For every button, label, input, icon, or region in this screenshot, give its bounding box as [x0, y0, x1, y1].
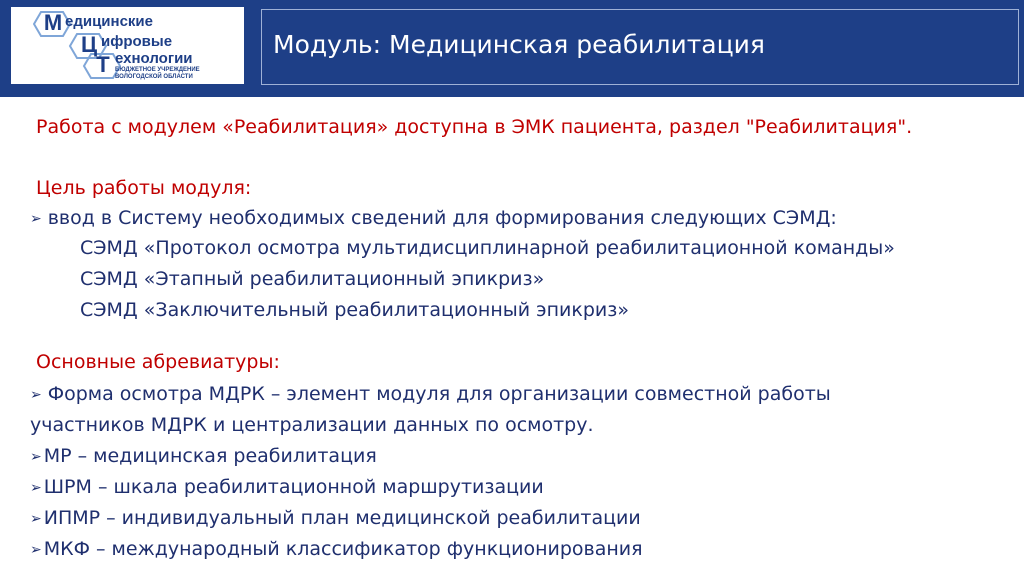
logo-letter-m: М: [43, 10, 63, 35]
arrow-bullet-icon: ➢: [30, 387, 42, 403]
abbr-item-first: [30, 382, 831, 407]
arrow-bullet-icon: ➢: [30, 511, 42, 527]
abbr-item: [30, 444, 377, 469]
abbr-item: [30, 537, 643, 562]
goal-heading: Цель работы модуля:: [36, 177, 252, 199]
goal-bullet-text: ввод в Систему необходимых сведений для формирования следующих СЭМД:: [47, 207, 837, 229]
arrow-bullet-icon: ➢: [30, 211, 42, 227]
semd-item: СЭМД «Протокол осмотра мультидисциплинарной реабилитационной команды»: [80, 237, 895, 259]
abbr-heading: Основные абревиатуры:: [36, 351, 280, 373]
logo-subtitle-1: БЮДЖЕТНОЕ УЧРЕЖДЕНИЕ: [115, 67, 200, 73]
semd-item: СЭМД «Этапный реабилитационный эпикриз»: [80, 268, 545, 290]
logo-letter-t: Т: [96, 52, 110, 77]
logo-letter-c: Ц: [80, 32, 98, 57]
page-title: Модуль: Медицинская реабилитация: [273, 30, 765, 59]
semd-item: СЭМД «Заключительный реабилитационный эпикриз»: [80, 299, 629, 321]
abbr-item: [30, 506, 641, 531]
abbr-item-text: ИПМР – индивидуальный план медицинской реабилитации: [43, 507, 641, 529]
logo-word-3: ехнологии: [115, 50, 193, 67]
arrow-bullet-icon: ➢: [30, 449, 42, 465]
abbr-item-text: МКФ – международный классификатор функционирования: [43, 538, 643, 560]
arrow-bullet-icon: ➢: [30, 480, 42, 496]
abbr-item: [30, 475, 544, 500]
abbr-item-text: МР – медицинская реабилитация: [43, 445, 377, 467]
logo-word-1: едицинские: [65, 13, 154, 30]
abbr-first-text: Форма осмотра МДРК – элемент модуля для организации совместной работы: [47, 383, 831, 405]
logo-word-2: ифровые: [101, 33, 173, 50]
abbr-item-text: ШРМ – шкала реабилитационной маршрутизации: [43, 476, 544, 498]
logo: [11, 7, 244, 84]
logo-subtitle-2: ВОЛОГОДСКОЙ ОБЛАСТИ: [115, 74, 193, 80]
intro-text: Работа с модулем «Реабилитация» доступна в ЭМК пациента, раздел "Реабилитация".: [36, 116, 913, 138]
abbr-item-first-cont: участников МДРК и централизации данных по осмотру.: [30, 414, 594, 436]
arrow-bullet-icon: ➢: [30, 542, 42, 558]
goal-bullet: [30, 206, 837, 231]
